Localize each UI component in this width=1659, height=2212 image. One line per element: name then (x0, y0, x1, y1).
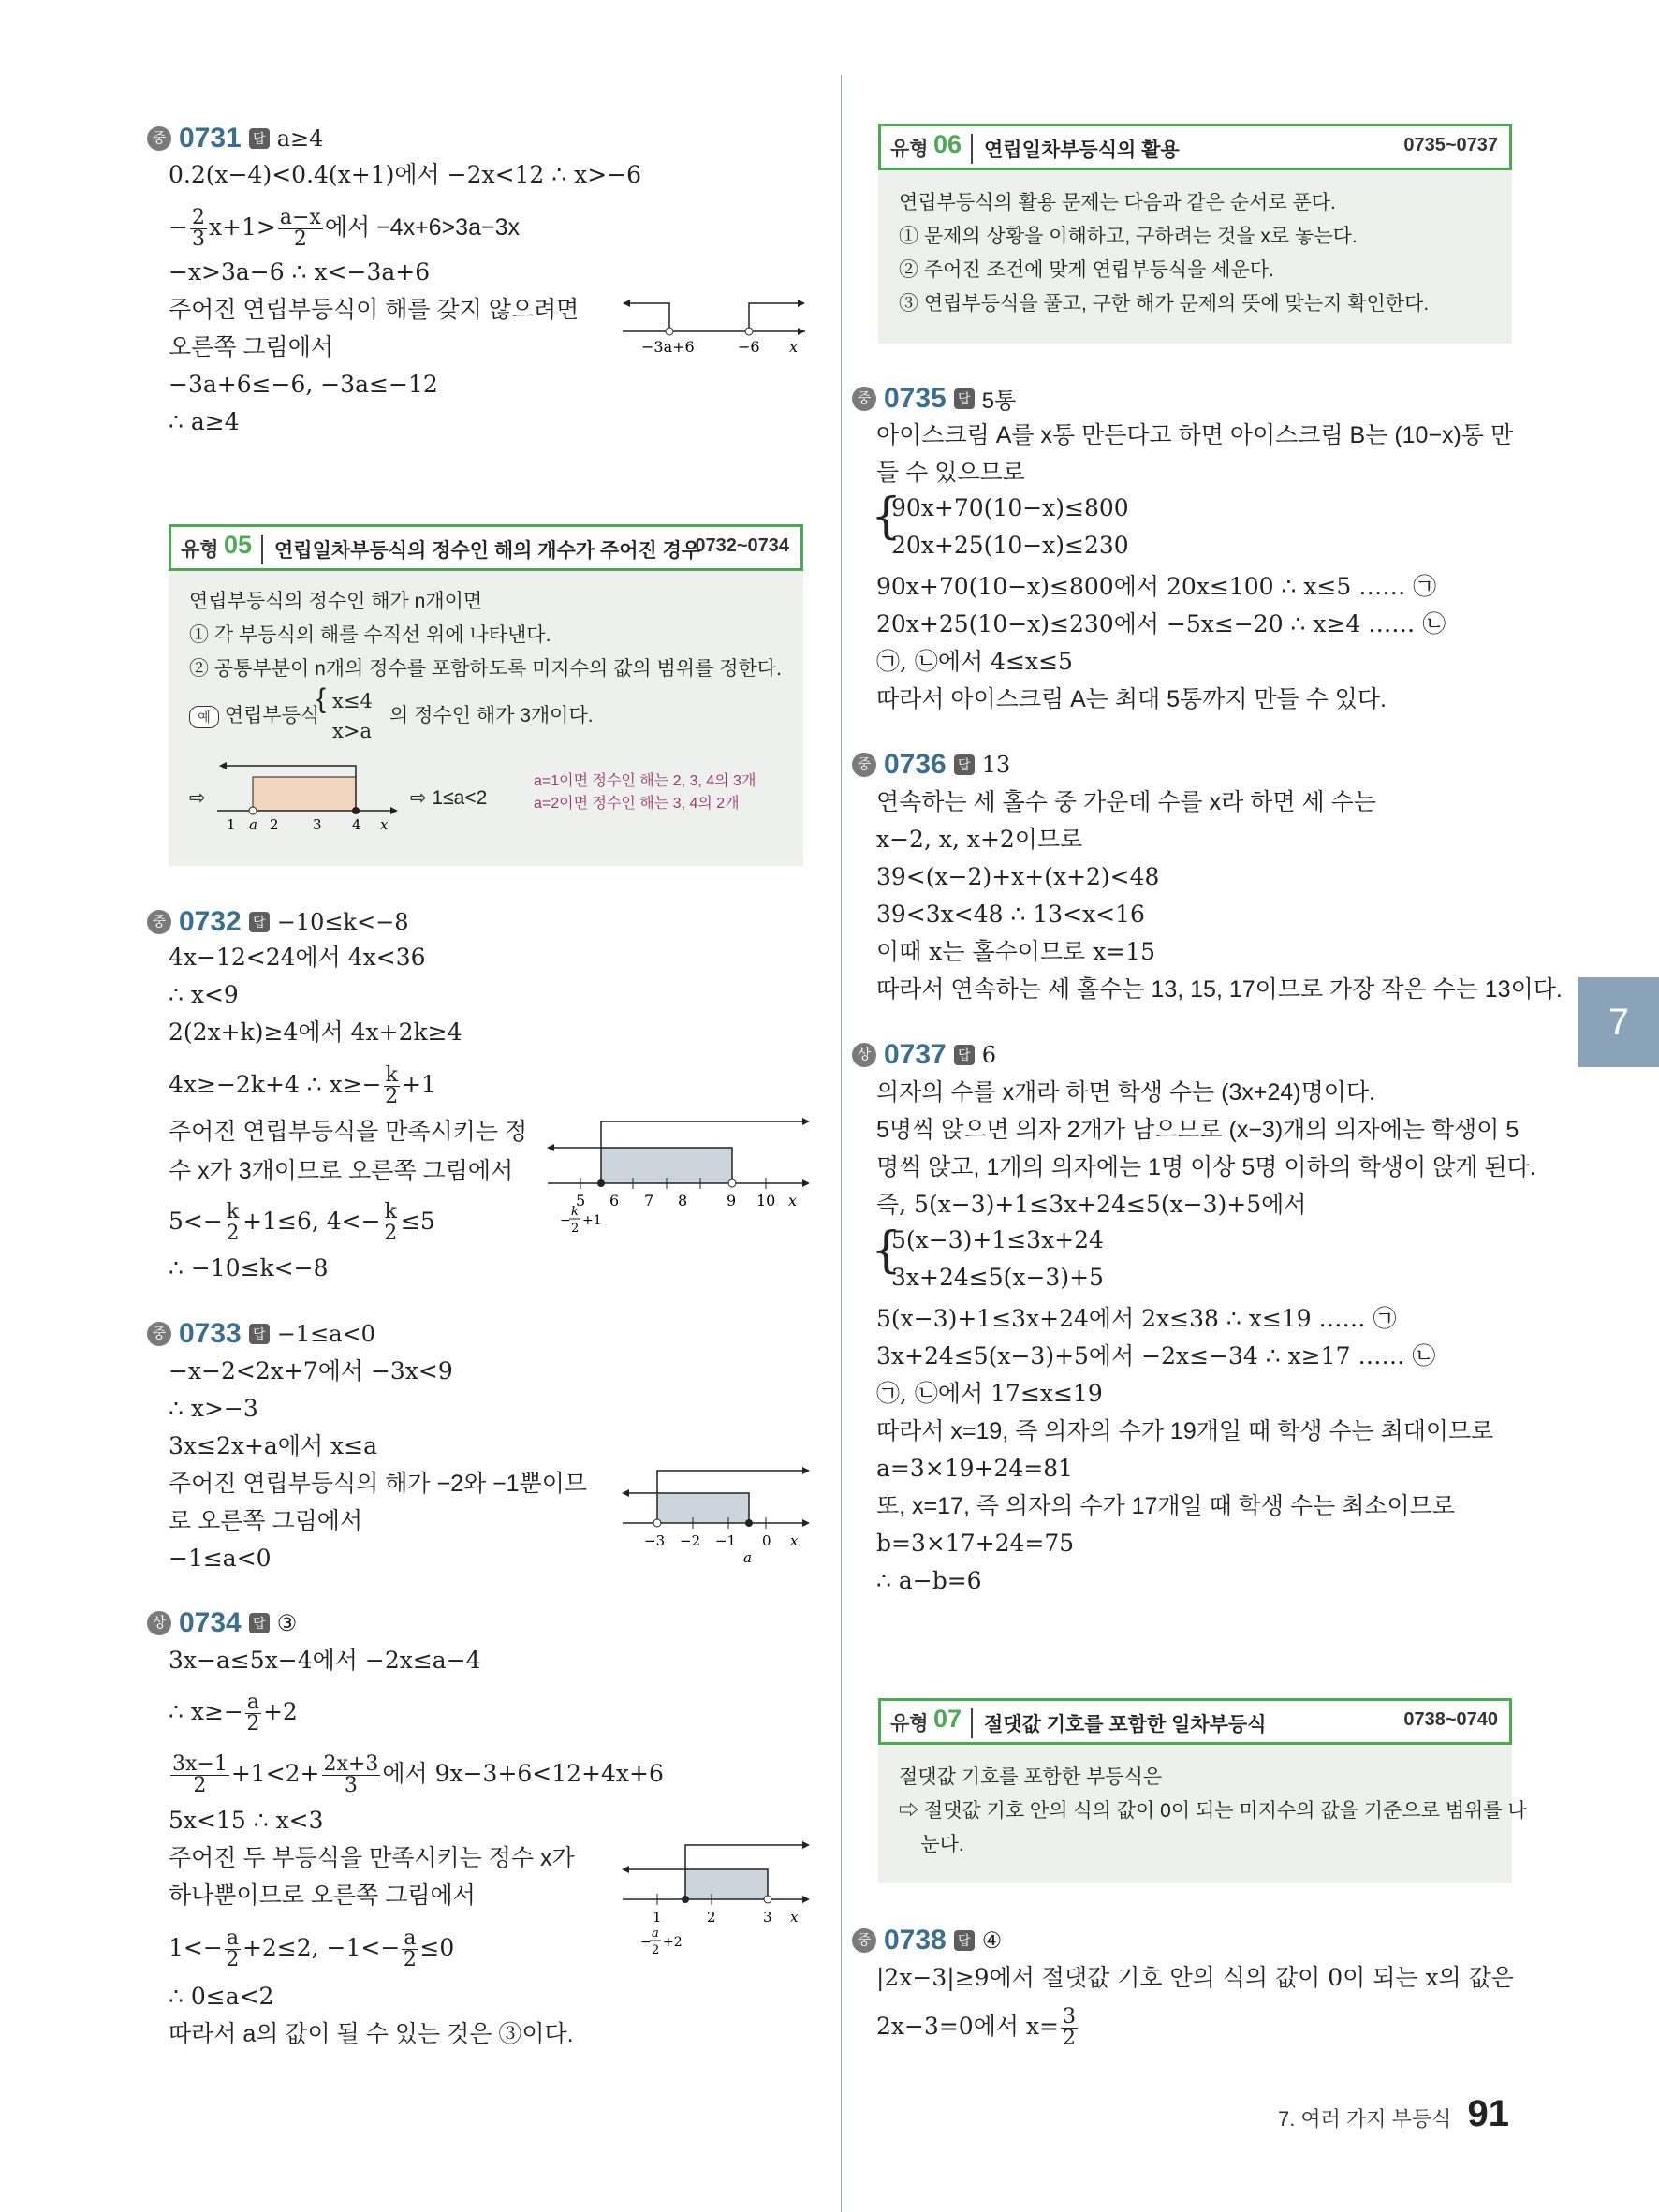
difficulty-badge: 상 (147, 1611, 171, 1635)
problem-number: 0733 (179, 1318, 242, 1349)
svg-text:a: a (249, 816, 257, 831)
problem-number: 0736 (884, 749, 947, 780)
type-07-box: 유형 07 절댓값 기호를 포함한 일차부등식 0738~0740 절댓값 기호를 포함한 부등식은 ⇨ 절댓값 기호 안의 식의 값이 0이 되는 미지수의 값을 기준으로 범위를 나 눈다. (878, 1698, 1512, 1883)
type-06-header: 유형 06 연립일차부등식의 활용 0735~0737 (878, 124, 1512, 170)
problem-0733-header (147, 1318, 375, 1350)
svg-text:8: 8 (678, 1192, 688, 1209)
svg-text:2: 2 (571, 1222, 580, 1236)
solution-line: −x>3a−6 ∴ x<−3a+6 (169, 258, 431, 286)
svg-text:5: 5 (576, 1192, 586, 1209)
page-number: 91 (1467, 2093, 1509, 2134)
answer-icon: 답 (954, 754, 975, 775)
difficulty-badge: 상 (852, 1043, 876, 1067)
svg-text:−: − (560, 1213, 571, 1228)
problem-0738-header (852, 1925, 1002, 1956)
tick-label: −6 (738, 338, 760, 356)
svg-text:4: 4 (352, 816, 361, 831)
problem-number: 0735 (884, 382, 947, 414)
svg-text:+2: +2 (663, 1935, 683, 1950)
svg-text:x: x (790, 1909, 799, 1926)
answer: a≥4 (276, 125, 324, 152)
svg-text:0: 0 (762, 1532, 771, 1549)
example-line: 예 연립부등식 (189, 702, 319, 730)
solution-line: 주어진 연립부등식이 해를 갖지 않으려면 (169, 297, 580, 323)
answer: 13 (981, 752, 1011, 778)
difficulty-badge: 중 (147, 910, 171, 934)
answer-icon: 답 (249, 1324, 270, 1344)
problem-number: 0738 (884, 1925, 947, 1956)
answer: 6 (981, 1042, 997, 1068)
answer-icon: 답 (954, 1930, 975, 1951)
type-range: 0735~0737 (1403, 135, 1498, 155)
problem-0737-header (852, 1039, 996, 1071)
problem-0736-header (852, 749, 1010, 781)
chapter-tab: 7 (1578, 977, 1659, 1067)
svg-text:2: 2 (707, 1909, 716, 1926)
answer: −10≤k<−8 (276, 909, 409, 935)
type-title: 연립일차부등식의 활용 (984, 139, 1180, 161)
number-line-0732 (543, 1116, 815, 1238)
type-title: 연립일차부등식의 정수인 해의 개수가 주어진 경우 (274, 540, 701, 562)
svg-text:a: a (743, 1549, 752, 1566)
arrow-icon: ⇨ (189, 787, 206, 809)
type-range: 0732~0734 (695, 535, 789, 556)
svg-text:9: 9 (727, 1192, 737, 1209)
problem-0732-header (147, 906, 409, 938)
type-05-header: 유형 05 연립일차부등식의 정수인 해의 개수가 주어진 경우 0732~0734 (169, 524, 803, 571)
difficulty-badge: 중 (852, 1928, 876, 1953)
problem-number: 0732 (179, 906, 242, 937)
svg-text:6: 6 (609, 1192, 620, 1209)
type-07-header: 유형 07 절댓값 기호를 포함한 일차부등식 0738~0740 (878, 1698, 1512, 1745)
svg-text:k: k (571, 1205, 579, 1219)
problem-number: 0734 (179, 1607, 242, 1638)
svg-text:−3: −3 (644, 1532, 666, 1549)
type-05-box: 유형 05 연립일차부등식의 정수인 해의 개수가 주어진 경우 0732~0734 연립부등식의 정수인 해가 n개이면 ① 각 부등식의 해를 수직선 위에 나타낸다. ② 공통부분이 n개의 정수를 포함하도록 미지수의 값의 범위를 정한다. 예 연립부등식 { x≤4 x>a 의 정수인 해가 3개이다. ⇨ ⇨ 1≤a<2 a=1이면 정수인 해는 2, 3, 4의 3개 a=2이면 정수인 해는 3, 4의 2개 1 a 2 3 4 x (169, 524, 803, 866)
svg-text:3: 3 (763, 1909, 772, 1926)
problem-number: 0731 (179, 123, 242, 154)
svg-text:7: 7 (644, 1192, 654, 1209)
section-title: 7. 여러 가지 부등식 (1277, 2107, 1452, 2131)
solution-line: 오른쪽 그림에서 (169, 334, 333, 360)
svg-text:1: 1 (653, 1909, 662, 1926)
svg-text:3: 3 (313, 816, 322, 831)
axis-label: x (789, 338, 799, 356)
solution-line: 0.2(x−4)<0.4(x+1)에서 −2x<12 ∴ x>−6 (169, 161, 642, 188)
problem-0735-header (852, 382, 1016, 415)
answer: −1≤a<0 (276, 1321, 375, 1347)
number-line-0734 (618, 1839, 815, 1961)
svg-text:−: − (640, 1935, 652, 1950)
page-footer (1278, 2093, 1509, 2135)
answer-icon: 답 (249, 912, 270, 932)
tick-label: −3a+6 (641, 338, 695, 356)
problem-0734-header (147, 1607, 297, 1639)
svg-text:a: a (652, 1926, 659, 1941)
answer-icon: 답 (249, 128, 270, 149)
number-line-0733 (618, 1465, 815, 1568)
number-line-0731 (618, 290, 815, 356)
svg-text:x: x (788, 1192, 798, 1209)
answer: ③ (276, 1610, 298, 1636)
svg-text:x: x (790, 1532, 799, 1549)
answer-icon: 답 (954, 388, 975, 409)
svg-text:2: 2 (652, 1943, 660, 1957)
svg-text:−2: −2 (680, 1532, 701, 1549)
problem-number: 0737 (884, 1039, 947, 1070)
svg-text:2: 2 (270, 816, 279, 831)
answer-icon: 답 (954, 1045, 975, 1065)
svg-text:x: x (380, 816, 389, 831)
difficulty-badge: 중 (147, 126, 171, 151)
svg-text:10: 10 (756, 1192, 776, 1209)
difficulty-badge: 중 (147, 1322, 171, 1346)
solution-line: ∴ a≥4 (169, 408, 240, 435)
difficulty-badge: 중 (852, 753, 876, 777)
solution-line: − $\frac{2}{3}$ x+1> $\frac{a-x}{2}$ 에서 −4x+6>3a−3x (169, 206, 520, 251)
problem-0731-header (147, 123, 323, 154)
type-range: 0738~0740 (1403, 1709, 1498, 1730)
difficulty-badge: 중 (852, 387, 876, 411)
answer: ④ (981, 1927, 1003, 1954)
answer-icon: 답 (249, 1613, 270, 1633)
type-title: 절댓값 기호를 포함한 일차부등식 (984, 1714, 1267, 1736)
solution-line: −3a+6≤−6, −3a≤−12 (169, 371, 438, 398)
number-line-example (215, 756, 403, 831)
answer: 5통 (981, 388, 1017, 414)
svg-text:1: 1 (227, 816, 236, 831)
column-divider (841, 75, 842, 2212)
svg-text:−1: −1 (715, 1532, 737, 1549)
type-06-box: 유형 06 연립일차부등식의 활용 0735~0737 연립부등식의 활용 문제는 다음과 같은 순서로 푼다. ① 문제의 상황을 이해하고, 구하려는 것을 x로 놓는다. ② 주어진 조건에 맞게 연립부등식을 세운다. ③ 연립부등식을 풀고, 구한 해가 문제의 뜻에 맞는지 확인한다. (878, 124, 1512, 344)
svg-text:+1: +1 (582, 1213, 602, 1228)
